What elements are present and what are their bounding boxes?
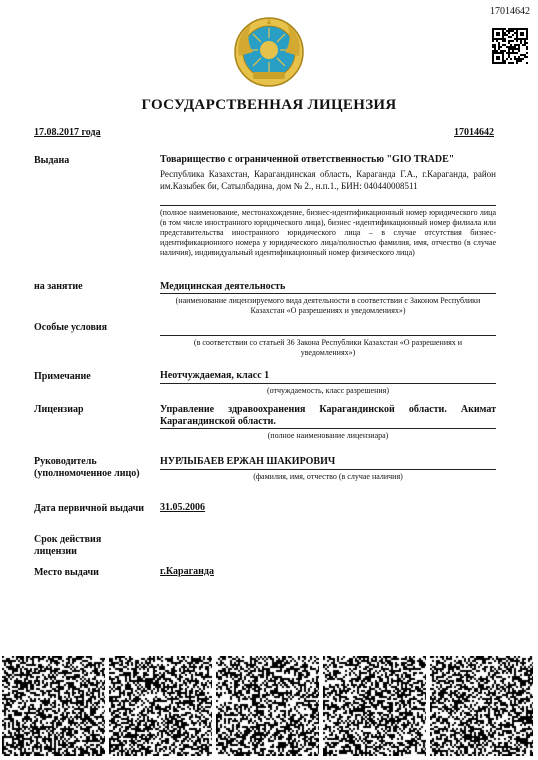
head-value: НУРЛЫБАЕВ ЕРЖАН ШАКИРОВИЧ <box>160 456 336 467</box>
barcode-strip-icon <box>216 656 319 756</box>
activity-label: на занятие <box>34 281 83 292</box>
note-label: Примечание <box>34 371 91 382</box>
issued-to-address: Республика Казахстан, Карагандинская область, Караганда Г.А., г.Караганда, район им.Казыбек би, Сатылбадина, дом № 2., н.п.1., БИН: 040440008511 <box>160 169 496 191</box>
head-label: Руководитель (уполномоченное лицо) <box>34 456 140 479</box>
special-label: Особые условия <box>34 322 108 333</box>
first-issue-label: Дата первичной выдачи <box>34 503 145 514</box>
issued-to-label: Выдана <box>34 155 70 166</box>
first-issue-value: 31.05.2006 <box>160 502 205 513</box>
validity-label: Срок действия лицензии <box>34 534 102 557</box>
divider <box>160 335 496 336</box>
document-title: ГОСУДАРСТВЕННАЯ ЛИЦЕНЗИЯ <box>141 97 397 113</box>
document-number: 17014642 <box>490 6 530 17</box>
licensor-hint: (полное наименование лицензиара) <box>267 431 389 440</box>
divider <box>160 469 496 470</box>
divider <box>160 383 496 384</box>
divider <box>160 428 496 429</box>
licensor-value: Управление здравоохранения Карагандинской области. Акимат Карагандинской области. <box>160 404 496 427</box>
place-label: Место выдачи <box>34 567 99 578</box>
license-number: 17014642 <box>454 127 494 138</box>
divider <box>160 205 496 206</box>
note-hint: (отчуждаемость, класс разрешения) <box>266 386 390 395</box>
note-value: Неотчуждаемая, класс 1 <box>160 370 270 381</box>
issue-date: 17.08.2017 года <box>34 127 101 138</box>
state-emblem-icon <box>233 16 305 88</box>
barcode-strip-icon <box>109 656 212 756</box>
qr-code-icon <box>492 28 528 64</box>
place-value: г.Караганда <box>160 566 214 577</box>
divider <box>160 293 496 294</box>
special-hint: (в соответствии со статьей 36 Закона Республики Казахстан «О разрешениях и уведомлениях») <box>193 338 463 357</box>
licensor-label: Лицензиар <box>34 404 84 415</box>
barcode-strip-icon <box>430 656 533 756</box>
head-hint: (фамилия, имя, отчество (в случае наличия) <box>253 472 403 481</box>
barcode-strip-icon <box>2 656 105 756</box>
issued-to-hint: (полное наименование, местонахождение, бизнес-идентификационный номер юридического лица (в том числе иностранного юридического лица), бизнес -идентификационный номер филиала или представительства иностранного юридического лица – в случае отсутствия бизнес-идентификационного номера у юридического лица/полностью фамилия, имя, отчество (в случае наличия), индивидуальный идентификационный номер физического лица) <box>160 208 496 257</box>
activity-hint: (наименование лицензируемого вида деятельности в соответствии с Законом Республики Казахстан «О разрешениях и уведомлениях») <box>175 296 481 315</box>
barcode-strip-icon <box>323 656 426 756</box>
issued-to-name: Товарищество с ограниченной ответственностью "GIO TRADE" <box>160 154 455 165</box>
activity-value: Медицинская деятельность <box>160 281 286 292</box>
